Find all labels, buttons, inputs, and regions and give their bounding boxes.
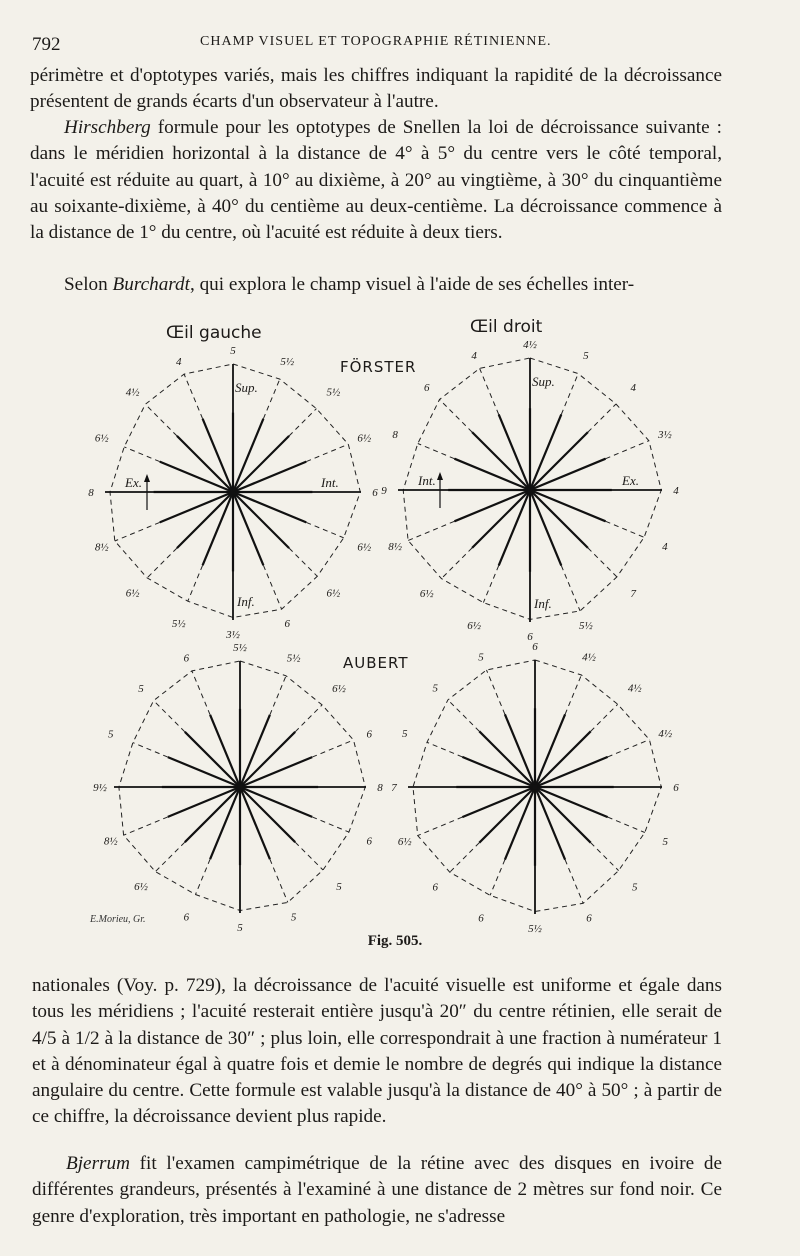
paragraph-burchardt-text: , qui explora le champ visuel à l'aide de ses échelles inter- xyxy=(189,274,635,295)
meridian-dashed xyxy=(565,860,583,904)
meridian-dashed xyxy=(306,444,348,461)
paragraph-1: périmètre et d'optotypes variés, mais les chiffres indiquant la rapidité de la décroissance présentent de grands écarts d'un observateur à l'autre. xyxy=(30,65,722,113)
meridian-dashed xyxy=(490,860,505,896)
meridian-value-label: 5 xyxy=(336,881,342,893)
meridian-dashed xyxy=(450,843,480,873)
inf-label: Inf. xyxy=(237,594,255,609)
meridian-value-label: 5 xyxy=(631,881,638,894)
meridian-dashed xyxy=(270,859,288,902)
meridian-dashed xyxy=(289,409,316,436)
meridian-solid xyxy=(530,432,588,490)
meridian-dashed xyxy=(408,521,454,540)
meridian-dashed xyxy=(196,859,211,894)
meridian-value-label: 4½ xyxy=(627,682,642,695)
meridian-value-label: 6 xyxy=(586,912,592,925)
fixation-point xyxy=(230,489,236,495)
meridian-value-label: 6½ xyxy=(357,541,372,554)
meridian-value-label: 5 xyxy=(138,683,144,695)
meridian-dashed xyxy=(306,522,343,537)
meridian-solid xyxy=(240,787,295,842)
meridian-value-label: 6 xyxy=(366,835,373,848)
meridian-dashed xyxy=(608,740,650,757)
meridian-value-label: 6½ xyxy=(326,587,341,600)
meridian-value-label: 5½ xyxy=(579,619,593,632)
meridian-value-label: 6 xyxy=(478,912,484,925)
meridian-dashed xyxy=(147,548,177,578)
meridian-value-label: 6 xyxy=(372,487,378,499)
meridian-value-label: 4½ xyxy=(582,651,596,664)
visual-field-diagrams xyxy=(0,300,800,940)
meridian-value-label: 5½ xyxy=(528,923,542,935)
meridian-solid xyxy=(177,492,233,548)
meridian-solid xyxy=(535,787,591,843)
meridian-dashed xyxy=(418,444,455,459)
paragraph-hirschberg-text: formule pour les optotypes de Snellen la loi de décroissance suivante : dans le méridien horizontal à la distance de 4° à 5° du centre vers le côté temporal, l'acuité est réduite au quart, à 10° au dixième, à 20° au vingtième, à 30° du cinquantième au soixante-dixième, à 40° du centième au deux-centième. La décroissance commence à la distance de 1° du centre, où l'acuité est réduite à deux tiers. xyxy=(30,117,722,244)
meridian-dashed xyxy=(418,817,463,836)
meridian-value-label: 6 xyxy=(183,911,190,924)
meridian-value-label: 7 xyxy=(630,588,636,601)
meridian-value-label: 4 xyxy=(630,381,636,394)
meridian-solid xyxy=(185,732,240,787)
fixation-point xyxy=(527,487,533,493)
meridian-value-label: 7 xyxy=(391,782,397,794)
meridian-dashed xyxy=(184,374,203,419)
meridian-value-label: 8½ xyxy=(103,835,118,848)
meridian-value-label: 4 xyxy=(175,355,182,368)
meridian-dashed xyxy=(608,817,645,832)
forster-left-diagram xyxy=(88,345,378,641)
meridian-value-label: 4½ xyxy=(125,386,140,399)
meridian-dashed xyxy=(588,548,617,577)
meridian-dashed xyxy=(480,368,499,414)
meridian-value-label: 5½ xyxy=(286,652,301,665)
meridian-value-label: 8½ xyxy=(94,541,109,554)
meridian-dashed xyxy=(263,565,281,609)
meridian-dashed xyxy=(312,817,349,832)
ex-label: Ex. xyxy=(125,475,142,490)
forster-title: FÖRSTER xyxy=(340,358,417,376)
aubert-left-diagram xyxy=(93,642,383,934)
forster-right-diagram xyxy=(381,339,679,643)
meridian-value-label: 4 xyxy=(662,540,668,553)
meridian-value-label: 6 xyxy=(284,618,291,631)
meridian-value-label: 6 xyxy=(673,782,679,794)
figure-505 xyxy=(0,300,800,940)
meridian-value-label: 6½ xyxy=(94,432,109,445)
meridian-value-label: 6½ xyxy=(467,619,481,632)
meridian-value-label: 4½ xyxy=(658,728,673,740)
meridian-dashed xyxy=(427,742,462,757)
meridian-dashed xyxy=(155,842,184,871)
meridian-value-label: 4 xyxy=(471,350,477,363)
meridian-dashed xyxy=(606,521,645,537)
meridian-dashed xyxy=(295,705,322,732)
ex-label: Ex. xyxy=(622,473,639,488)
fixation-point xyxy=(237,784,243,790)
meridian-value-label: 6½ xyxy=(332,683,346,695)
meridian-dashed xyxy=(591,843,619,871)
author-name-hirschberg: Hirschberg xyxy=(64,117,151,138)
meridian-value-label: 5 xyxy=(237,922,243,934)
meridian-dashed xyxy=(440,400,473,433)
meridian-dashed xyxy=(270,676,286,715)
meridian-value-label: 6 xyxy=(183,652,190,665)
meridian-value-label: 5 xyxy=(432,682,439,695)
meridian-value-label: 6½ xyxy=(419,588,434,601)
meridian-dashed xyxy=(588,404,616,432)
aubert-title: AUBERT xyxy=(343,654,409,672)
meridian-value-label: 5 xyxy=(478,651,484,664)
arrow-head-icon xyxy=(437,472,443,480)
meridian-dashed xyxy=(295,842,323,870)
meridian-dashed xyxy=(263,379,279,419)
paragraph-burchardt-start: Selon xyxy=(64,274,113,295)
meridian-dashed xyxy=(145,404,177,436)
aubert-right-diagram xyxy=(391,641,679,935)
meridian-value-label: 4 xyxy=(673,485,679,497)
engraver-signature: E.Morieu, Gr. xyxy=(90,914,146,925)
meridian-value-label: 6 xyxy=(366,728,373,741)
meridian-solid xyxy=(185,787,240,842)
meridian-value-label: 5½ xyxy=(171,618,186,631)
meridian-solid xyxy=(479,787,535,843)
left-eye-title: Œil gauche xyxy=(166,323,262,343)
meridian-dashed xyxy=(115,522,160,541)
meridian-value-label: 5 xyxy=(230,345,236,357)
meridian-value-label: 5½ xyxy=(233,642,247,654)
meridian-value-label: 3½ xyxy=(658,429,672,442)
meridian-dashed xyxy=(591,704,618,731)
meridian-dashed xyxy=(483,566,498,603)
meridian-value-label: 5 xyxy=(290,911,297,924)
meridian-solid xyxy=(177,436,233,492)
meridian-solid xyxy=(240,732,295,787)
meridian-value-label: 6 xyxy=(432,881,439,894)
meridian-dashed xyxy=(561,566,580,611)
right-eye-title: Œil droit xyxy=(470,317,543,337)
meridian-value-label: 5 xyxy=(583,350,589,363)
author-name-bjerrum: Bjerrum xyxy=(66,1153,130,1174)
meridian-value-label: 4½ xyxy=(523,339,537,351)
meridian-value-label: 5 xyxy=(107,728,114,741)
meridian-value-label: 3½ xyxy=(226,629,240,641)
paragraph-4: nationales (Voy. p. 729), la décroissance de l'acuité visuelle est uniforme et égale dans tous les méridiens ; l'acuité resterait entière jusqu'à 20″ du centre rétinien, elle serait de 4/5 à 1/2 à la distance de 30″ ; plus loin, elle correspondrait à une fraction à numérateur 1 et à dénominateur égal à quatre fois et demie le nombre de degrés qui indique la distance angulaire du centre. Cette formule est valable jusqu'à la distance de 40° à 50° ; à partir de ce chiffre, la décroissance devient plus rapide. xyxy=(32,975,722,1128)
meridian-dashed xyxy=(188,565,203,601)
meridian-value-label: 6½ xyxy=(357,432,372,445)
page-header xyxy=(32,34,732,58)
meridian-dashed xyxy=(448,700,479,731)
meridian-value-label: 8 xyxy=(377,782,383,794)
arrow-head-icon xyxy=(144,474,150,482)
meridian-value-label: 5½ xyxy=(326,386,341,399)
meridian-dashed xyxy=(441,548,472,579)
meridian-solid xyxy=(472,432,530,490)
meridian-value-label: 6 xyxy=(527,631,533,643)
meridian-dashed xyxy=(487,670,505,714)
meridian-value-label: 9 xyxy=(381,485,387,497)
meridian-dashed xyxy=(312,740,353,757)
sup-label: Sup. xyxy=(532,374,555,389)
meridian-value-label: 5 xyxy=(401,728,408,740)
int-label: Int. xyxy=(321,475,339,490)
meridian-value-label: 6½ xyxy=(397,836,412,848)
meridian-value-label: 8 xyxy=(88,487,94,499)
meridian-dashed xyxy=(154,701,185,732)
inf-label: Inf. xyxy=(534,596,552,611)
meridian-value-label: 6½ xyxy=(134,881,148,893)
fixation-point xyxy=(532,784,538,790)
meridian-value-label: 8 xyxy=(392,429,398,442)
meridian-dashed xyxy=(133,743,168,758)
meridian-solid xyxy=(479,731,535,787)
paragraph-bjerrum xyxy=(32,1151,722,1230)
meridian-value-label: 5 xyxy=(662,836,669,848)
meridian-value-label: 8½ xyxy=(388,540,402,553)
paragraph-hirschberg xyxy=(30,115,722,246)
meridian-dashed xyxy=(124,817,168,835)
paragraph-burchardt xyxy=(30,272,722,298)
meridian-dashed xyxy=(606,441,649,459)
int-label: Int. xyxy=(418,473,436,488)
author-name-burchardt: Burchardt xyxy=(112,274,190,295)
meridian-value-label: 6½ xyxy=(125,587,140,600)
running-title: CHAMP VISUEL ET TOPOGRAPHIE RÉTINIENNE. xyxy=(200,34,552,49)
meridian-solid xyxy=(472,490,530,548)
meridian-solid xyxy=(535,731,591,787)
meridian-solid xyxy=(530,490,588,548)
meridian-dashed xyxy=(192,671,210,715)
meridian-value-label: 6 xyxy=(424,381,430,394)
figure-caption: Fig. 505. xyxy=(367,933,423,949)
meridian-dashed xyxy=(565,675,581,714)
meridian-value-label: 5½ xyxy=(280,355,295,368)
meridian-dashed xyxy=(561,374,578,415)
meridian-value-label: 6 xyxy=(532,641,538,653)
meridian-solid xyxy=(233,492,289,548)
page-number: 792 xyxy=(32,34,61,55)
sup-label: Sup. xyxy=(235,380,258,395)
meridian-value-label: 9½ xyxy=(93,782,107,794)
paragraph-bjerrum-text: fit l'examen campimétrique de la rétine avec des disques en ivoire de différentes grandeurs, présentés à l'examiné à une distance de 2 mètres sur fond noir. Ce genre d'exploration, très important en pathologie, ne s'adresse xyxy=(32,1153,722,1227)
meridian-solid xyxy=(233,436,289,492)
meridian-dashed xyxy=(124,447,160,462)
meridian-dashed xyxy=(289,548,317,576)
